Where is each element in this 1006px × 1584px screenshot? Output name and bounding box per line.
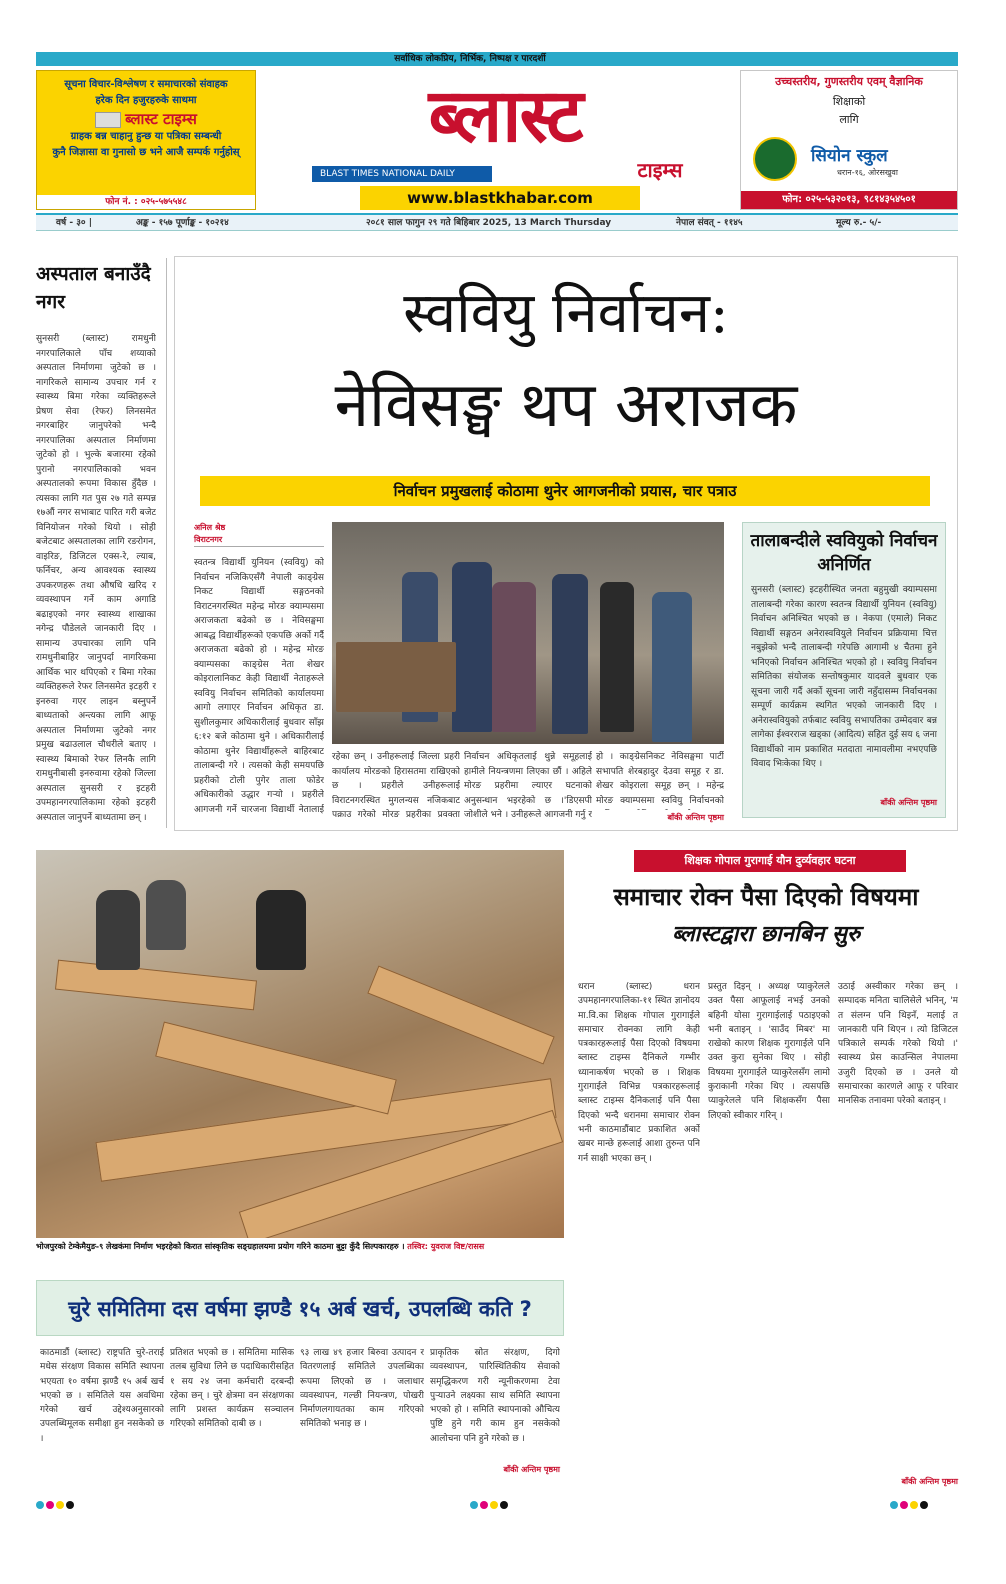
registration-marks-center — [470, 1494, 550, 1504]
bottom-story-col3: ९३ लाख ४९ हजार बिरुवा उत्पादन र वितरणलाई समितिले उपलब्धिका रूपमा लिएको छ । जलाधार व्यवस्थापन, गल्छी नियन्त्रण, पोखरी निर्माणलगायतका काम गरिएको समितिको भनाइ छ । — [300, 1348, 424, 1430]
lead-headline-line1: स्ववियु निर्वाचन: — [403, 281, 729, 346]
left-ad-line1: सूचना विचार-विश्लेषण र समाचारको संवाहक — [64, 79, 228, 90]
school-phone: फोन: ०२५-५३२०१३, ९८१४३५४५०१ — [741, 191, 957, 209]
right-story-headline-line2: ब्लास्टद्वारा छानबिन सुरु — [671, 922, 861, 947]
lead-text-col1: स्वतन्त्र विद्यार्थी युनियन (स्ववियु) को निर्वाचन नजिकिएसँगै नेपाली काङ्ग्रेस निकट विद्यार्थी सङ्गठनको विराटनगरस्थित महेन्द्र मोरङ क्याम्पसमा अराजकता बढेको छ । नेविसङ्घमा आबद्ध विद्यार्थीहरूको एकपछि अर्को गर्दै अराजकता बढेको हो । महेन्द्र मोरङ क्याम्पसका काङ्ग्रेस नेता शेखर कोइरालानिकट केही विद्यार्थी नेताहरूले स्ववियु निर्वाचन समितिको कार्यालयमा आगो लगाएर निर्वाचन अधिकृत डा. सुशीलकुमार अधिकारीलाई बुधवार साँझ ६:१२ बजे कोठामा थुने । अधिकारीलाई कोठामा थुनेर विद्यार्थीहरूले बाहिरबाट तालाबन्दी गरे । त्यसको केही समयपछि प्रहरीको टोली पुगेर ताला फोडेर अधिकारीको उद्धार गर्‍यो । प्रहरीले आगजनी गर्ने चारजना विद्यार्थी नेतालाई — [194, 558, 324, 815]
lead-photo-police — [332, 522, 724, 744]
logo-subtitle: टाइम्स — [637, 158, 683, 182]
left-ad-box — [36, 70, 256, 210]
masthead-tagline: सर्वाधिक लोकप्रिय, निर्भिक, निष्पक्ष र पारदर्शी — [394, 54, 546, 64]
left-ad-brand: ब्लास्ट टाइम्स — [37, 109, 255, 129]
right-ad-headline: उच्चस्तरीय, गुणस्तरीय एवम् वैज्ञानिक — [741, 71, 957, 93]
wood-carving-photo — [36, 850, 564, 1238]
lead-text-col3: निर्वाचन अधिकृतलाई थुन्ने समूहलाई हामीले नियन्त्रणमा लिएका छौं । अहिले मोरङ प्रहरीमा ल्याएर घटनाको अनुसन्धान भइरहेको छ ।'डिएसपी जोशीले भने । उनीहरूले आगजनी गर्नु र — [464, 752, 592, 820]
nepal-sambat: नेपाल संवत् - ११४५ — [676, 218, 743, 228]
right-ad-line2: शिक्षाको — [832, 95, 866, 108]
lead-strapline: निर्वाचन प्रमुखलाई कोठामा थुनेर आगजनीको प्रयास, चार पत्राउ — [200, 476, 930, 506]
issue-date: २०८१ साल फागुन २९ गते बिहिबार 2025, 13 March Thursday — [366, 218, 612, 228]
issue-number: अङ्क - १५७ पूर्णाङ्क - १०२१४ — [136, 218, 229, 228]
price: मूल्य रु.- ५/- — [836, 218, 882, 228]
right-story-strap: शिक्षक गोपाल गुरागाई यौन दुर्व्यवहार घटना — [634, 850, 906, 872]
lead-byline — [194, 522, 324, 547]
lead-headline-line2: नेविसङ्घ थप अराजक — [334, 368, 798, 441]
left-ad-line5: कुनै जिज्ञासा वा गुनासो छ भने आजै सम्पर्क गर्नुहोस् — [52, 147, 240, 158]
photo-credit: तस्विर: युवराज विष्ट/रासस — [407, 1242, 485, 1251]
lead-continued-link[interactable]: बाँकी अन्तिम पृष्ठमा — [667, 813, 724, 822]
bottom-story-col2: प्रतिशत भएको छ । समितिमा मासिक तलब सुविधा लिने छ पदाधिकारीसहित १ सय २४ जना कर्मचारी दरबन्दी रहेका छन् । चुरे क्षेत्रमा वन संरक्षणका लागि प्रशस्त कार्यक्रम सञ्चालन गरिएको समितिको दाबी छ । — [170, 1348, 294, 1430]
left-story-headline: अस्पताल बनाउँदै नगर — [36, 263, 151, 313]
left-ad-phone: फोन नं. : ०२५-५७५५४८ — [37, 195, 255, 209]
school-crest-icon — [753, 137, 797, 181]
issue-info-bar — [36, 213, 958, 231]
daily-label: BLAST TIMES NATIONAL DAILY — [312, 166, 492, 182]
newspaper-logo: ब्लास्ट — [428, 73, 582, 159]
photo-caption — [36, 1240, 564, 1256]
bottom-story-col4: प्राकृतिक स्रोत संरक्षण, दिगो व्यवस्थापन, पारिस्थितिकीय सेवाको समृद्धिकरण गरी न्यूनीकरणमा टेवा पुऱ्याउने लक्ष्यका साथ समिति स्थापना भएको हो । समिति स्थापनाको औचित्य पुष्टि हुने गरी काम हुन नसकेको आलोचना पनि हुने गरेको छ । — [430, 1348, 560, 1444]
right-story-headline-line1: समाचार रोक्न पैसा दिएको विषयमा — [613, 883, 919, 911]
bottom-story-headline: चुरे समितिमा दस वर्षमा झण्डै १५ अर्ब खर्च, उपलब्धि कति ? — [36, 1280, 564, 1336]
registration-marks-right — [890, 1494, 970, 1504]
bottom-continued-link[interactable]: बाँकी अन्तिम पृष्ठमा — [503, 1465, 560, 1474]
right-story-col3: उठाई अस्वीकार गरेका छन् । सम्पादक मनिता चालिसेले भनिन्, 'म त संलग्न पनि थिइनँ, मलाई त जानकारी पनि थिएन । त्यो डिजिटल पत्रिकाले सम्पर्क गरेको थियो ।' स्वास्थ्य प्रेस काउन्सिल नेपालमा उजुरी दिएको छ । उनले यो समाचारका कारणले आफू र परिवार मानसिक तनावमा परेको बताइन् । — [838, 982, 958, 1107]
left-ad-line2: हरेक दिन हजुरहरुके साथमा — [95, 95, 197, 106]
right-continued-link[interactable]: बाँकी अन्तिम पृष्ठमा — [901, 1477, 958, 1486]
side-story-body: सुनसरी (ब्लास्ट) इटहरीस्थित जनता बहुमुखी क्याम्पसमा तालाबन्दी गरेका कारण स्वतन्त्र विद्यार्थी युनियन (स्ववियु) निर्वाचन अनिश्चित भएको छ । नेकपा (एमाले) निकट विद्यार्थी सङ्गठन अनेरास्ववियुले निर्वाचन प्रक्रियामा चित्त नबुझेको भन्दै तालाबन्दी गरेपछि आगामी ४ चैतमा हुने भनिएको निर्वाचन अनिश्चित भएको हो । स्ववियु निर्वाचन समितिका संयोजक सन्तोषकुमार यादवले बुधवार एक सूचना जारी गर्दै अर्को सूचना जारी नहुँदासम्म निर्वाचनका सम्पूर्ण कार्यक्रम स्थगित भएको जानकारी दिए । अनेरास्ववियुको तर्फबाट स्ववियु सभापतिका उम्मेदवार बन्न लागेका ईश्वरराज खड्का (आदित्य) सहित दुई सय ६ जना विद्यार्थीको नाम प्रकाशित मतदाता नामावलीमा नभएपछि विवाद भिःकेका थिए । — [751, 585, 937, 769]
left-story-body: सुनसरी (ब्लास्ट) रामधुनी नगरपालिकाले पाँच शय्याको अस्पताल निर्माणमा जुटेको छ । नागरिकले सामान्य उपचार गर्न र स्वास्थ्य बिमा गरेका व्यक्तिहरूले प्रेषण सेवा (रेफर) लिनसमेत नगरबाहिर जानुपरेको भन्दै नगरपालिका अस्पताल निर्माणमा जुटेको हो । भुल्के बजारमा रहेको पुरानो नगरपालिकाको भवन अस्पतालको रूपमा विकास हुँदैछ । त्यसका लागि गत पुस २७ गते सम्पन्न १७औं नगर सभाबाट पारित गरी बजेट विनियोजन गरेको थियो । सोही बजेटबाट अस्पतालका लागि रङरोगन, वाइरिङ, डिजिटल एक्स-रे, ल्याब, फर्निचर, अन्य आवश्यक स्वास्थ्य उपकरणहरू तथा औषधि खरिद र व्यवस्थापन गर्ने काम अगाडि बढाइएको नगर स्वास्थ्य शाखाका नगेन्द्र पौडेलले जानकारी दिए । सामान्य उपचारका लागि पनि रामधुनीबाहिर जानुपर्दा नागरिकमा आर्थिक भार थपिएको र बिमा गरेका व्यक्तिहरूले रेफर लिनसमेत इटहरी र इनरुवा गएर लाइन बस्नुपर्ने बाध्यताको अन्त्यका लागि आफू अस्पताल निर्माणमा जुटेको नगर प्रमुख बढाउलाल चौधरीले बताए । स्वास्थ्य बिमाको रेफर लिनकै लागि रामधुनीबासी इनरुवामा रहेको जिल्ला अस्पताल सुनसरी र इटहरी उपमहानगरपालिकामा रहेको इटहरी अस्पताल जानुपर्ने बाध्यतामा छन् । — [36, 334, 156, 823]
right-story-col2: प्रस्तुत दिइन् । अध्यक्ष प्याकुरेलले उक्त पैसा आफूलाई नभई उनको बहिनी योसा गुरागाईलाई पठाइएको भनी बताइन् । 'साउँद मिबर' मा राखेको कारण शिक्षक गुरागाईले पनि उक्त कुरा सुनेका थिए । सोही विषयमा गुरागाईले प्याकुरेलसँग लामो कुराकानी गरेका थिए । त्यसपछि प्याकुरेलले पनि शिक्षकसँग पैसा लिएको स्वीकार गरिन् । — [708, 982, 830, 1121]
lead-text-col4: हो । काङ्ग्रेसनिकट नेविसङ्घमा पार्टी सभापति शेरबहादुर देउवा समूह र डा. शेखर कोइराला समूह छन् । महेन्द्र मोरङ क्याम्पसमा स्ववियु निर्वाचनको — [596, 752, 724, 806]
website-url[interactable]: www.blastkhabar.com — [360, 186, 640, 210]
registration-marks-left — [36, 1494, 116, 1504]
school-address: धरान-१६, ओरसखुवा — [837, 168, 898, 177]
photo-caption-text: भोजपुरको टेम्केमैयुङ-९ लेखकंमा निर्माण भइरहेको किरात सांस्कृतिक सङ्ग्रहालयमा प्रयोग गरिने काठमा बुट्टा कुँदै सिल्पकारहरु । — [36, 1242, 405, 1251]
bottom-story-col1: काठमाडौं (ब्लास्ट) राष्ट्रपति चुरे-तराई मधेस संरक्षण विकास समिति स्थापना भएयता १० वर्षमा झण्डै १५ अर्ब खर्च भएको छ । समितिले यस अवधिमा गरेको खर्च उद्देश्यअनुसारको उपलब्धिमूलक समीक्षा हुन नसकेको छ । — [40, 1348, 164, 1444]
right-story-col1: धरान (ब्लास्ट) धरान उपमहानगरपालिका-११ स्थित ज्ञानोदय मा.वि.का शिक्षक गोपाल गुरागाईले समाचार रोक्नका लागि केही पत्रकारहरूलाई पैसा दिएको विषयमा ब्लास्ट टाइम्स दैनिकले गम्भीर ध्यानाकर्षण भएको छ । शिक्षक गुरागाईले विभिन्न पत्रकारहरूलाई ब्लास्ट टाइम्स दैनिकलाई पनि पैसा दिएको भन्दै धरानमा समाचार रोक्न भनी काठमाडौंबाट प्रकाशित अर्को खबर मान्छे हरूलाई आशा तुरुन्त पनि गर्न साक्षी भएका छन् । — [578, 982, 700, 1164]
right-ad-box — [740, 70, 958, 210]
side-story-headline: तालाबन्दीले स्ववियुको निर्वाचन अनिर्णित — [750, 531, 938, 575]
right-ad-line3: लागि — [839, 113, 859, 126]
school-name: सियोन स्कुल — [811, 146, 888, 166]
volume-year: वर्ष - ३० | — [56, 218, 92, 228]
side-continued-link[interactable]: बाँकी अन्तिम पृष्ठमा — [880, 798, 937, 807]
byline-place: विराटनगर — [194, 535, 223, 544]
newspaper-icon — [95, 112, 121, 128]
lead-text-col2: रहेका छन् । उनीहरूलाई जिल्ला प्रहरी कार्यालय मोरङको हिरासतमा राखिएको छ । प्रहरीले उनीहरूलाई विराटनगरस्थित मुगलन्यस नजिकबाट पक्राउ गरेको मोरङ प्रहरीका प्रवक्ता — [332, 752, 460, 820]
left-ad-line4: ग्राहक बन्न चाहानु हुन्छ या पत्रिका सम्बन्धी — [70, 131, 222, 142]
byline-name: अनिल श्रेष्ठ — [194, 523, 226, 532]
column-divider — [166, 258, 167, 828]
side-story-box — [742, 522, 946, 818]
